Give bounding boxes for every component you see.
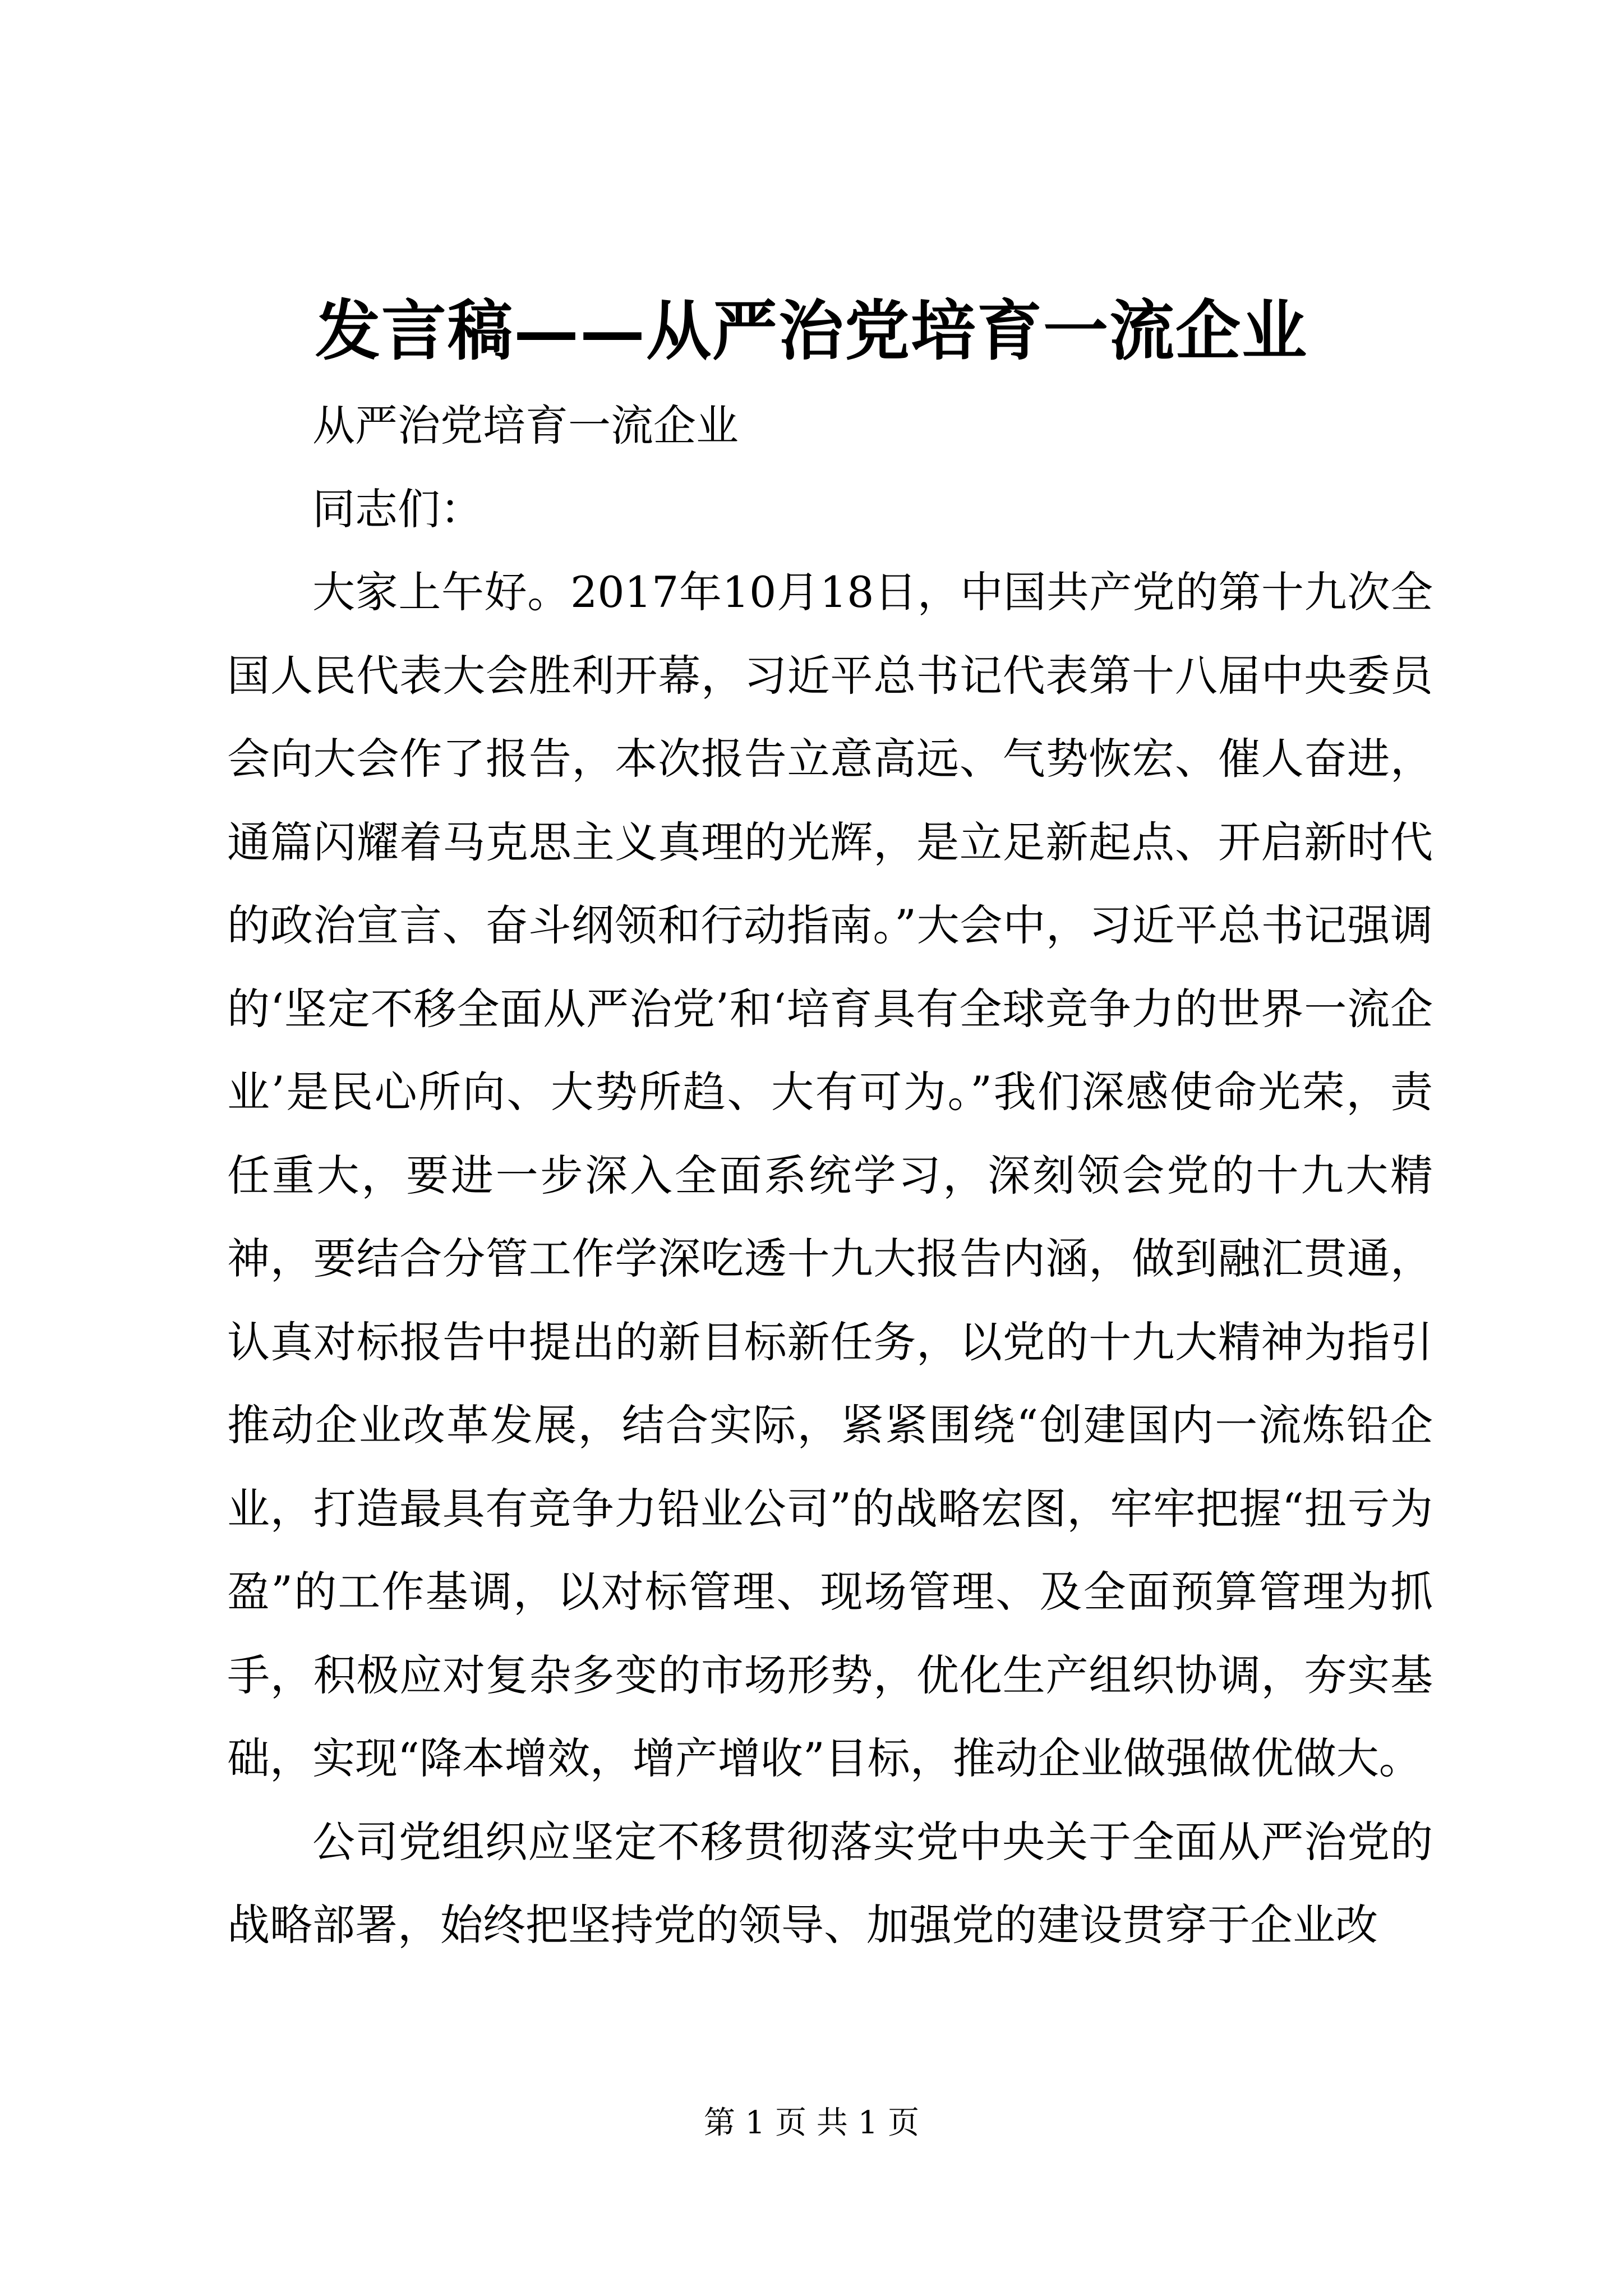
body-paragraph: 公司党组织应坚定不移贯彻落实党中央关于全面从严治党的战略部署，始终把坚持党的领导、加强党的建设贯穿于企业改 [227, 1816, 1433, 1950]
salutation-paragraph: 同志们： [312, 484, 483, 534]
page-footer: 第 1 页 共 1 页 [703, 2105, 920, 2141]
body-paragraph: 大家上午好。2017年10月18日，中国共产党的第十九次全国人民代表大会胜利开幕，习近平总书记代表第十八届中央委员会向大会作了报告，本次报告立意高远、气势恢宏、催人奋进，通篇闪耀着马克思主义真理的光辉，是立足新起点、开启新时代的政治宣言、奋斗纲领和行动指南。”大会中，习近平总书记强调的‘坚定不移全面从严治党’和‘培育具有全球竞争力的世界一流企业’是民心所向、大势所趋、大有可为。”我们深感使命光荣，责任重大，要进一步深入全面系统学习，深刻领会党的十九大精神，要结合分管工作学深吃透十九大报告内涵，做到融汇贯通，认真对标报告中提出的新目标新任务，以党的十九大精神为指引推动企业改革发展，结合实际，紧紧围绕“创建国内一流炼铅企业，打造最具有竞争力铅业公司”的战略宏图，牢牢把握“扭亏为盈”的工作基调，以对标管理、现场管理、及全面预算管理为抓手，积极应对复杂多变的市场形势，优化生产组织协调，夯实基础，实现“降本增效，增产增收”目标，推动企业做强做优做大。 [227, 567, 1433, 1783]
document-title: 发言稿——从严治党培育一流企业 [315, 293, 1308, 369]
subtitle-paragraph: 从严治党培育一流企业 [312, 401, 739, 450]
document-body [227, 384, 1433, 1967]
